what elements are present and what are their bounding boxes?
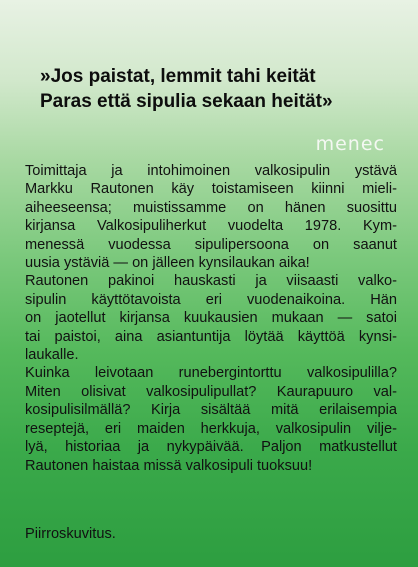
description-line: Kuinka leivotaan runebergintorttu valkosipulilla? bbox=[25, 365, 397, 382]
quote-line-1: »Jos paistat, lemmit tahi keität bbox=[40, 66, 316, 87]
description-line: menessä vuodessa sipulipersoona on saanut bbox=[25, 236, 397, 253]
description-line: Rautonen pakinoi hauskasti ja viisaasti valko- bbox=[25, 273, 397, 290]
description-line: Rautonen haistaa missä valkosipuli tuoksuu! bbox=[25, 457, 313, 474]
description-line: Toimittaja ja intohimoinen valkosipulin ystävä bbox=[25, 163, 397, 179]
description-line: lyä, historiaa ja nykypäivää. Paljon matkustellut bbox=[25, 439, 397, 456]
description-line: kirjansa Valkosipuliherkut vuodelta 1978. Kym- bbox=[25, 218, 397, 235]
book-description bbox=[25, 162, 397, 475]
description-line: kosipulisilmällä? Kirja sisältää mitä erilaisempia bbox=[25, 402, 397, 419]
description-line: Miten olisivat valkosipulipullat? Kaurapuuro val- bbox=[25, 383, 397, 400]
description-line: sipulin käyttötavoista eri vuodenaikoina. Hän bbox=[25, 291, 397, 308]
description-line: uusia ystäviä — on jälleen kynsilaukan aika! bbox=[25, 255, 310, 272]
description-line: laukalle. bbox=[25, 347, 79, 364]
description-line: on jaotellut kirjansa kuukausien mukaan — satoi bbox=[25, 310, 397, 327]
illustration-credit: Piirroskuvitus. bbox=[25, 526, 116, 542]
description-line: reseptejä, eri maiden herkkuja, valkosipulin vilje- bbox=[25, 420, 397, 437]
description-line: Markku Rautonen käy toistamiseen kiinni mieli- bbox=[25, 181, 397, 198]
quote-line-2: Paras että sipulia sekaan heität» bbox=[40, 91, 333, 112]
publisher-logo: menec bbox=[315, 133, 385, 155]
description-line: aiheeseensa; muistissamme on hänen suosittu bbox=[25, 199, 397, 216]
description-line: tai paistoi, aina asiantuntija löytää käyttöä kynsi- bbox=[25, 328, 397, 345]
cover-quote bbox=[40, 64, 400, 114]
